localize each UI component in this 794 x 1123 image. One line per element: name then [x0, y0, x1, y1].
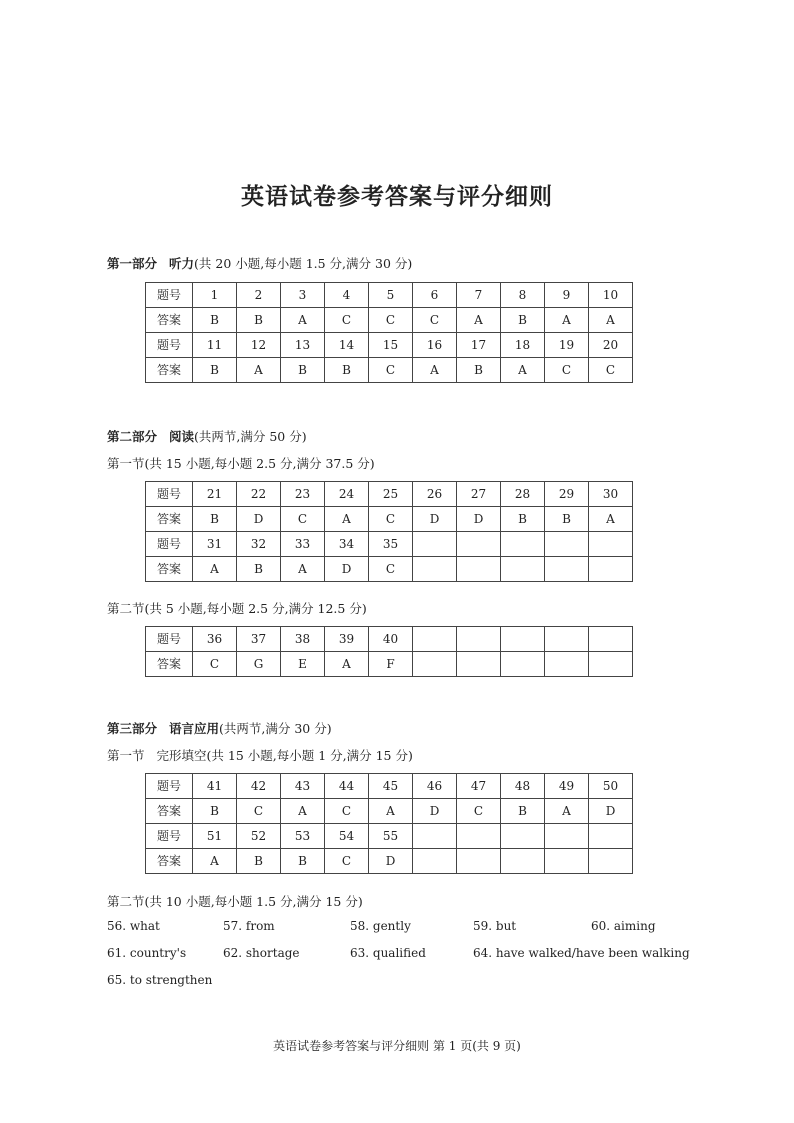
question-number-cell: 24: [325, 482, 369, 507]
answer-cell: D: [325, 557, 369, 582]
answer-cell: C: [325, 849, 369, 874]
answer-cell: [501, 849, 545, 874]
part2-section1-table: [145, 481, 633, 582]
question-number-cell: 49: [545, 774, 589, 799]
question-number-cell: 12: [237, 333, 281, 358]
answer-cell: [545, 652, 589, 677]
part2-title: 阅读: [169, 429, 195, 444]
question-number-cell: 13: [281, 333, 325, 358]
answer-cell: [545, 849, 589, 874]
question-number-label: 题号: [146, 283, 193, 308]
answer-cell: [589, 652, 633, 677]
answer-cell: C: [237, 799, 281, 824]
table-row: [146, 283, 633, 308]
fill-answer-57: 57. from: [223, 919, 275, 933]
question-number-cell: 23: [281, 482, 325, 507]
answer-cell: B: [501, 799, 545, 824]
answer-cell: A: [325, 507, 369, 532]
answer-cell: C: [281, 507, 325, 532]
part2-section2-table: [145, 626, 633, 677]
question-number-cell: [413, 627, 457, 652]
answer-cell: A: [457, 308, 501, 333]
question-number-cell: 46: [413, 774, 457, 799]
answer-cell: C: [325, 799, 369, 824]
answer-cell: [457, 557, 501, 582]
table-row: [146, 799, 633, 824]
answer-cell: F: [369, 652, 413, 677]
part3-section1-desc: 完形填空(共 15 小题,每小题 1 分,满分 15 分): [156, 748, 413, 763]
answer-cell: B: [237, 308, 281, 333]
question-number-cell: 1: [193, 283, 237, 308]
question-number-cell: [545, 532, 589, 557]
answer-cell: A: [193, 849, 237, 874]
question-number-cell: 55: [369, 824, 413, 849]
part3-header: [107, 719, 332, 737]
answer-cell: B: [193, 308, 237, 333]
question-number-cell: 22: [237, 482, 281, 507]
answer-cell: C: [369, 358, 413, 383]
answer-label: 答案: [146, 308, 193, 333]
answer-cell: [413, 557, 457, 582]
fill-answer-64: 64. have walked/have been walking: [473, 946, 690, 960]
fill-answer-58: 58. gently: [350, 919, 411, 933]
question-number-cell: 21: [193, 482, 237, 507]
table-row: [146, 507, 633, 532]
question-number-cell: 19: [545, 333, 589, 358]
question-number-cell: 5: [369, 283, 413, 308]
table-row: [146, 652, 633, 677]
table-row: [146, 849, 633, 874]
fill-answer-62: 62. shortage: [223, 946, 300, 960]
answer-cell: B: [457, 358, 501, 383]
answer-cell: D: [413, 507, 457, 532]
answer-cell: C: [325, 308, 369, 333]
question-number-cell: [413, 532, 457, 557]
answer-label: 答案: [146, 652, 193, 677]
table-row: [146, 557, 633, 582]
question-number-cell: 43: [281, 774, 325, 799]
question-number-cell: 30: [589, 482, 633, 507]
question-number-label: 题号: [146, 774, 193, 799]
question-number-cell: 33: [281, 532, 325, 557]
table-row: [146, 333, 633, 358]
question-number-cell: 26: [413, 482, 457, 507]
answer-cell: [457, 652, 501, 677]
question-number-cell: 28: [501, 482, 545, 507]
answer-cell: B: [237, 849, 281, 874]
fill-answer-63: 63. qualified: [350, 946, 426, 960]
question-number-cell: [501, 824, 545, 849]
answer-cell: [589, 557, 633, 582]
question-number-cell: 47: [457, 774, 501, 799]
answer-cell: B: [237, 557, 281, 582]
question-number-cell: 25: [369, 482, 413, 507]
answer-cell: B: [193, 799, 237, 824]
answer-cell: A: [281, 557, 325, 582]
table-row: [146, 774, 633, 799]
question-number-cell: 10: [589, 283, 633, 308]
table-row: [146, 308, 633, 333]
part1-note: (共 20 小题,每小题 1.5 分,满分 30 分): [194, 256, 413, 271]
answer-cell: B: [281, 358, 325, 383]
answer-cell: B: [193, 358, 237, 383]
question-number-cell: 52: [237, 824, 281, 849]
question-number-cell: 6: [413, 283, 457, 308]
part3-note: (共两节,满分 30 分): [219, 721, 332, 736]
answer-cell: G: [237, 652, 281, 677]
answer-cell: [413, 652, 457, 677]
answer-cell: A: [589, 308, 633, 333]
fill-answer-59: 59. but: [473, 919, 517, 933]
question-number-label: 题号: [146, 482, 193, 507]
question-number-cell: [545, 824, 589, 849]
question-number-cell: 36: [193, 627, 237, 652]
question-number-cell: 45: [369, 774, 413, 799]
fill-answer-61: 61. country's: [107, 946, 187, 960]
question-number-cell: 8: [501, 283, 545, 308]
answer-cell: B: [501, 308, 545, 333]
answer-cell: E: [281, 652, 325, 677]
table-row: [146, 358, 633, 383]
answer-cell: A: [501, 358, 545, 383]
answer-cell: D: [457, 507, 501, 532]
question-number-cell: 48: [501, 774, 545, 799]
question-number-cell: 3: [281, 283, 325, 308]
answer-cell: C: [369, 507, 413, 532]
question-number-cell: 9: [545, 283, 589, 308]
answer-cell: [413, 849, 457, 874]
question-number-cell: [589, 532, 633, 557]
answer-cell: D: [237, 507, 281, 532]
question-number-cell: 11: [193, 333, 237, 358]
part2-section2-header: 第二节(共 5 小题,每小题 2.5 分,满分 12.5 分): [107, 601, 367, 616]
question-number-cell: 37: [237, 627, 281, 652]
answer-cell: C: [413, 308, 457, 333]
question-number-cell: 2: [237, 283, 281, 308]
part3-title: 语言应用: [169, 721, 220, 736]
part1-title: 听力: [169, 256, 195, 271]
question-number-cell: [545, 627, 589, 652]
answer-cell: C: [369, 308, 413, 333]
question-number-cell: 41: [193, 774, 237, 799]
answer-cell: D: [413, 799, 457, 824]
answer-cell: A: [237, 358, 281, 383]
part3-name: 第三部分: [107, 721, 158, 736]
answer-cell: C: [369, 557, 413, 582]
table-row: [146, 824, 633, 849]
table-row: [146, 627, 633, 652]
part1-table: [145, 282, 633, 383]
answer-cell: A: [281, 799, 325, 824]
question-number-cell: 20: [589, 333, 633, 358]
question-number-cell: 29: [545, 482, 589, 507]
fill-answer-56: 56. what: [107, 919, 160, 933]
answer-label: 答案: [146, 799, 193, 824]
question-number-cell: 39: [325, 627, 369, 652]
question-number-cell: 27: [457, 482, 501, 507]
question-number-cell: 31: [193, 532, 237, 557]
question-number-cell: 34: [325, 532, 369, 557]
answer-cell: D: [369, 849, 413, 874]
question-number-label: 题号: [146, 333, 193, 358]
question-number-cell: 51: [193, 824, 237, 849]
part2-note: (共两节,满分 50 分): [194, 429, 307, 444]
answer-cell: C: [457, 799, 501, 824]
answer-cell: [545, 557, 589, 582]
question-number-cell: 42: [237, 774, 281, 799]
question-number-label: 题号: [146, 627, 193, 652]
answer-cell: A: [193, 557, 237, 582]
answer-cell: [457, 849, 501, 874]
question-number-cell: 32: [237, 532, 281, 557]
answer-cell: B: [281, 849, 325, 874]
fill-answer-65: 65. to strengthen: [107, 973, 213, 987]
question-number-cell: 14: [325, 333, 369, 358]
table-row: [146, 482, 633, 507]
question-number-label: 题号: [146, 532, 193, 557]
answer-cell: A: [325, 652, 369, 677]
part2-header: [107, 427, 307, 445]
question-number-cell: [501, 627, 545, 652]
question-number-cell: 35: [369, 532, 413, 557]
question-number-cell: 7: [457, 283, 501, 308]
answer-cell: B: [325, 358, 369, 383]
answer-label: 答案: [146, 507, 193, 532]
question-number-cell: 16: [413, 333, 457, 358]
answer-cell: C: [589, 358, 633, 383]
answer-label: 答案: [146, 557, 193, 582]
question-number-cell: 50: [589, 774, 633, 799]
question-number-cell: [589, 824, 633, 849]
question-number-cell: 17: [457, 333, 501, 358]
answer-cell: B: [193, 507, 237, 532]
part3-section1-table: [145, 773, 633, 874]
answer-cell: [589, 849, 633, 874]
question-number-cell: [589, 627, 633, 652]
question-number-cell: 18: [501, 333, 545, 358]
table-row: [146, 532, 633, 557]
answer-cell: A: [413, 358, 457, 383]
question-number-cell: [457, 824, 501, 849]
question-number-cell: 4: [325, 283, 369, 308]
answer-cell: A: [369, 799, 413, 824]
part2-name: 第二部分: [107, 429, 158, 444]
answer-label: 答案: [146, 849, 193, 874]
question-number-cell: 38: [281, 627, 325, 652]
answer-cell: A: [589, 507, 633, 532]
answer-cell: D: [589, 799, 633, 824]
answer-cell: C: [193, 652, 237, 677]
part1-header: [107, 254, 412, 272]
question-number-label: 题号: [146, 824, 193, 849]
question-number-cell: 40: [369, 627, 413, 652]
answer-cell: C: [545, 358, 589, 383]
answer-cell: [501, 652, 545, 677]
question-number-cell: 15: [369, 333, 413, 358]
answer-cell: A: [281, 308, 325, 333]
question-number-cell: 44: [325, 774, 369, 799]
answer-cell: [501, 557, 545, 582]
question-number-cell: 53: [281, 824, 325, 849]
document-title: 英语试卷参考答案与评分细则: [241, 184, 553, 210]
part3-section2-header: 第二节(共 10 小题,每小题 1.5 分,满分 15 分): [107, 894, 363, 909]
fill-answer-60: 60. aiming: [591, 919, 656, 933]
part3-section1-label: 第一节: [107, 748, 145, 763]
question-number-cell: [457, 532, 501, 557]
question-number-cell: [457, 627, 501, 652]
answer-cell: B: [545, 507, 589, 532]
answer-label: 答案: [146, 358, 193, 383]
answer-cell: A: [545, 308, 589, 333]
part3-section1-header: [107, 746, 413, 764]
question-number-cell: [413, 824, 457, 849]
part2-section1-header: 第一节(共 15 小题,每小题 2.5 分,满分 37.5 分): [107, 456, 375, 471]
answer-cell: B: [501, 507, 545, 532]
question-number-cell: 54: [325, 824, 369, 849]
page-footer: 英语试卷参考答案与评分细则 第 1 页(共 9 页): [273, 1039, 521, 1053]
question-number-cell: [501, 532, 545, 557]
part1-name: 第一部分: [107, 256, 158, 271]
answer-cell: A: [545, 799, 589, 824]
